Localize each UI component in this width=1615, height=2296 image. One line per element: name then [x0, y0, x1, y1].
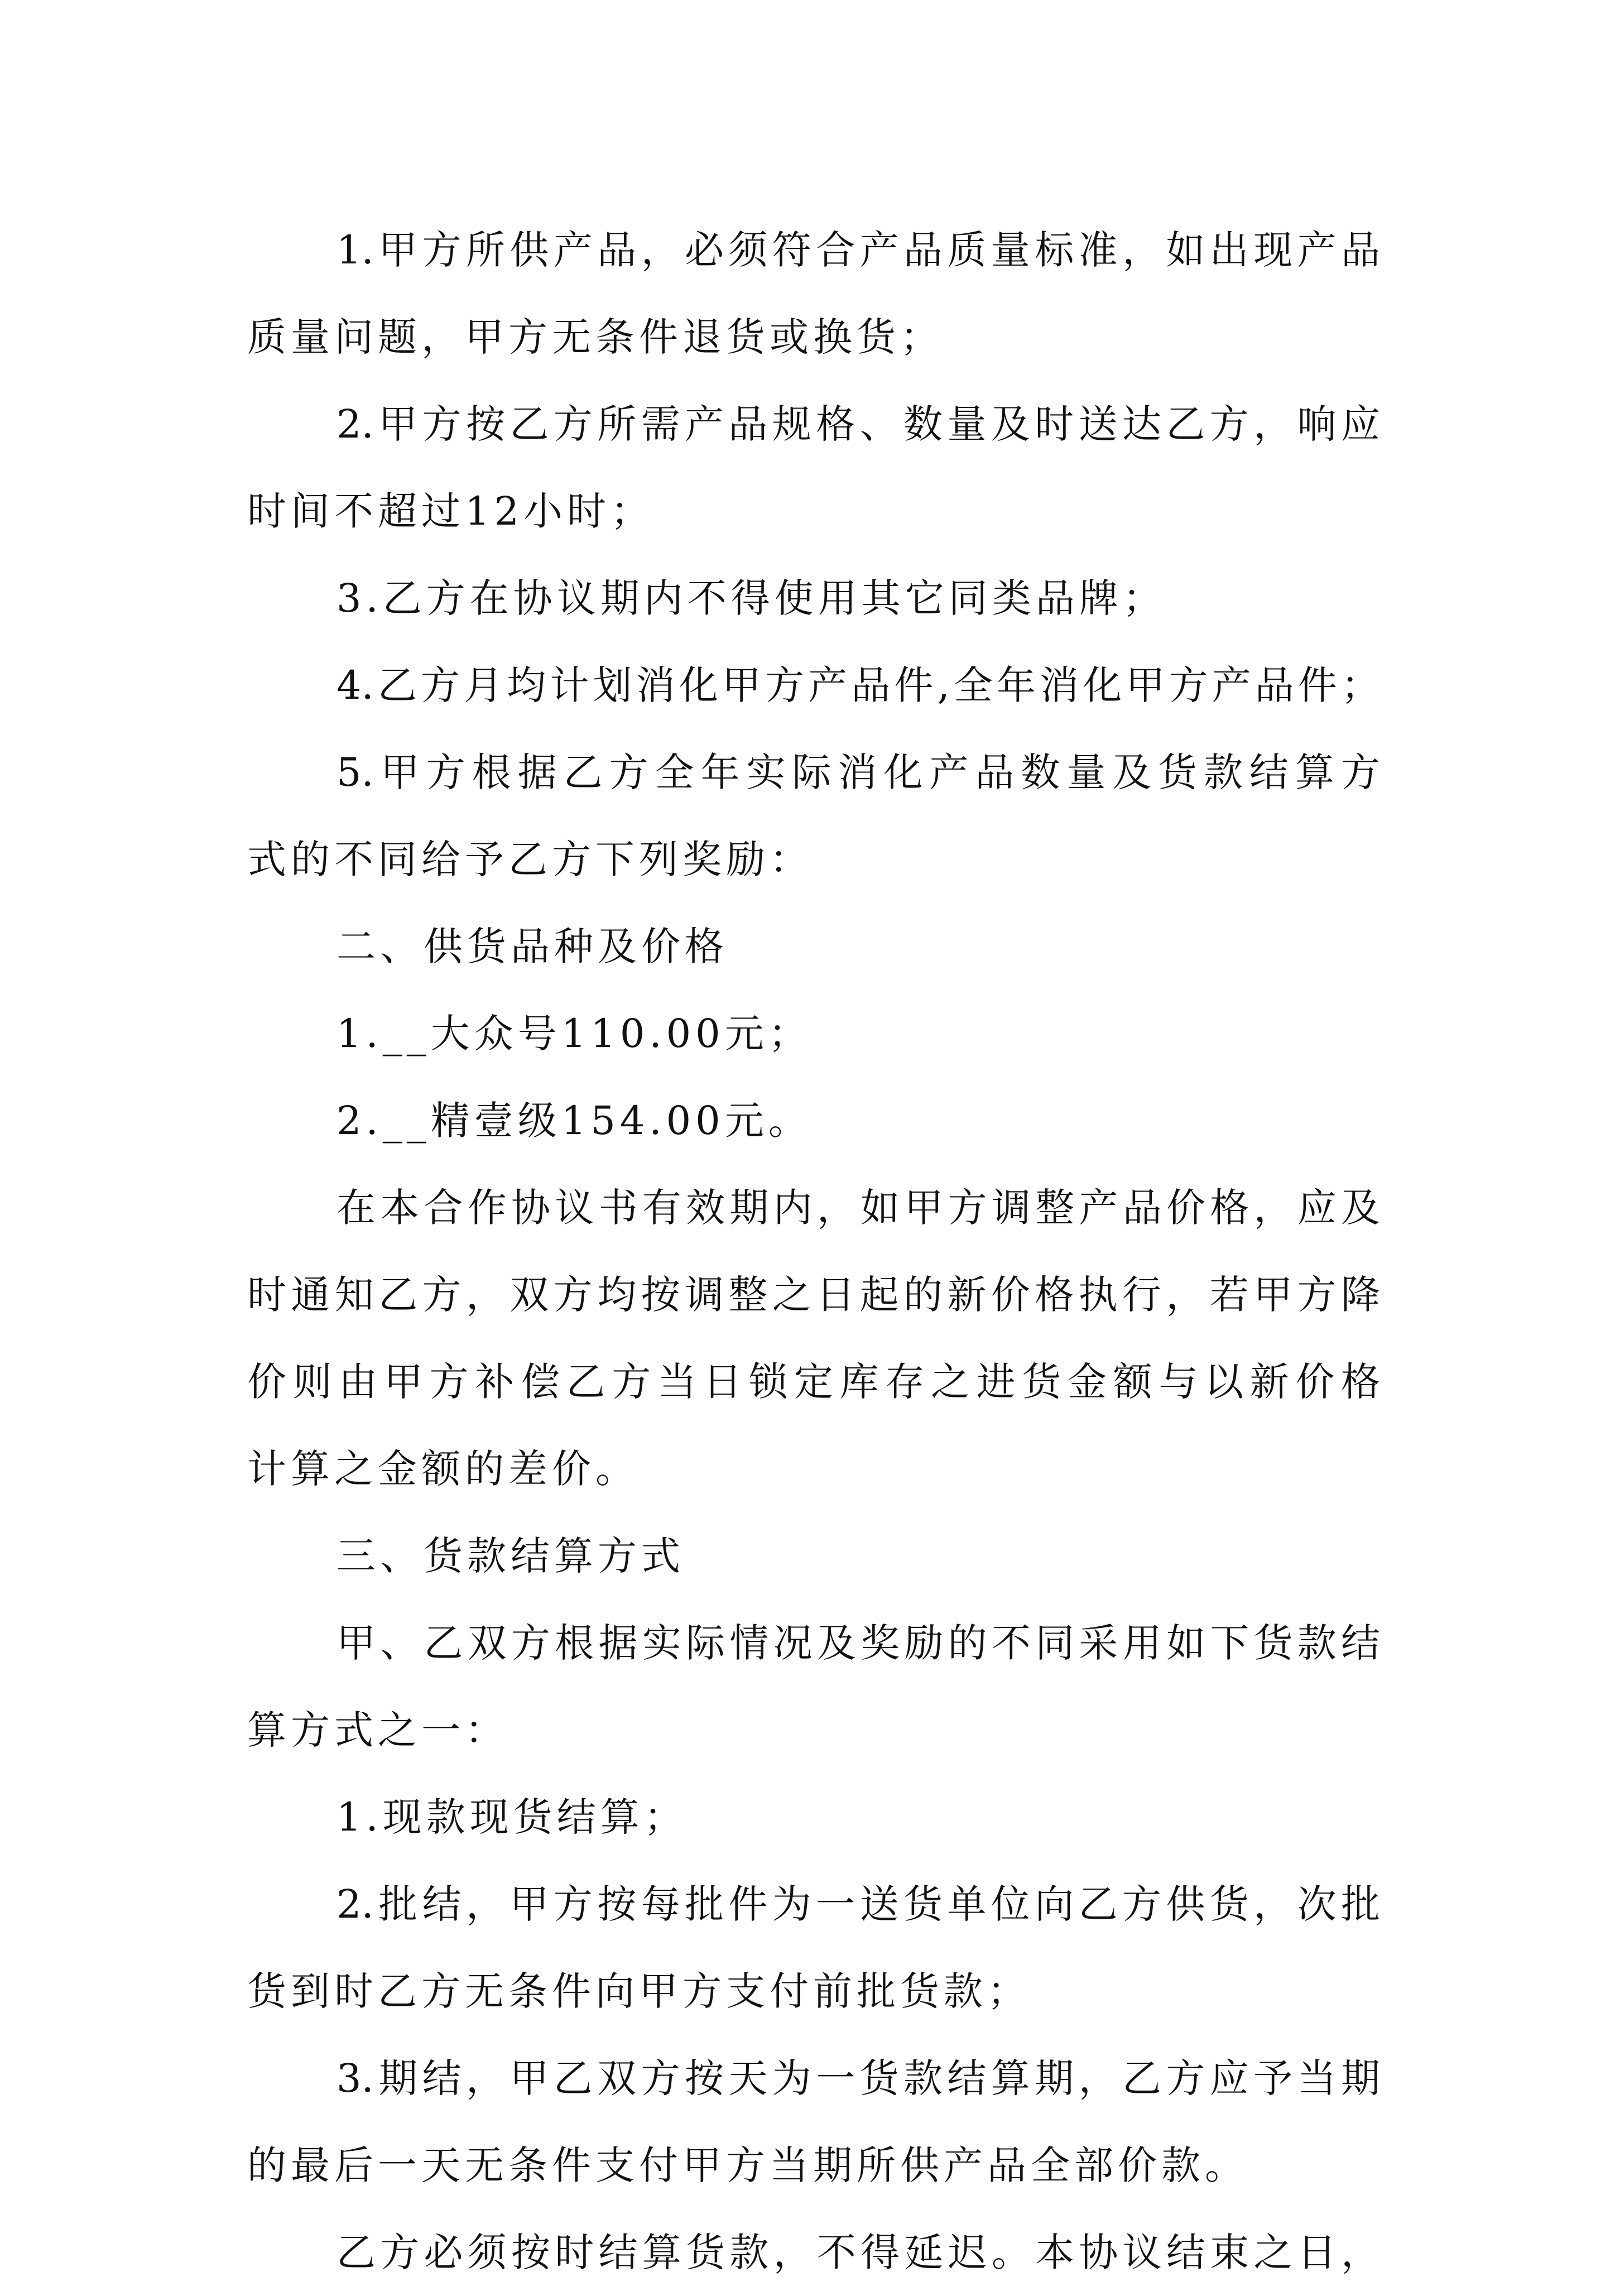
clause-5-line-1: 5.甲方根据乙方全年实际消化产品数量及货款结算方	[337, 750, 1380, 795]
settlement-item-1: 1.现款现货结算；	[337, 1794, 688, 1840]
clause-1-line-2: 质量问题，甲方无条件退货或换货；	[247, 314, 944, 360]
price-item-1: 1.__大众号110.00元；	[337, 1011, 812, 1056]
price-paragraph-line-4: 计算之金额的差价。	[247, 1446, 639, 1492]
settlement-item-3-line-1: 3.期结，甲乙双方按天为一货款结算期，乙方应予当期	[337, 2055, 1380, 2101]
settlement-item-2-line-2: 货到时乙方无条件向甲方支付前批货款；	[247, 1968, 1031, 2014]
clause-3-line-1: 3.乙方在协议期内不得使用其它同类品牌；	[337, 575, 1166, 621]
clause-1-line-1: 1.甲方所供产品，必须符合产品质量标准，如出现产品	[337, 227, 1380, 273]
clause-5-line-2: 式的不同给予乙方下列奖励：	[247, 837, 813, 882]
final-paragraph-line-1: 乙方必须按时结算货款，不得延迟。本协议结束之日，	[337, 2230, 1380, 2275]
settlement-intro-line-2: 算方式之一：	[247, 1707, 508, 1753]
settlement-intro-line-1: 甲、乙双方根据实际情况及奖励的不同采用如下货款结	[337, 1620, 1380, 1666]
price-item-2: 2.__精壹级154.00元。	[337, 1098, 812, 1144]
section-2-heading: 二、供货品种及价格	[337, 924, 728, 969]
document-body	[247, 206, 1380, 2296]
clause-4-line-1: 4.乙方月均计划消化甲方产品件,全年消化甲方产品件；	[337, 662, 1380, 708]
clause-2-line-2: 时间不超过12小时；	[247, 488, 655, 534]
clause-2-line-1: 2.甲方按乙方所需产品规格、数量及时送达乙方，响应	[337, 401, 1380, 447]
settlement-item-3-line-2: 的最后一天无条件支付甲方当期所供产品全部价款。	[247, 2143, 1248, 2188]
price-paragraph-line-3: 价则由甲方补偿乙方当日锁定库存之进货金额与以新价格	[247, 1359, 1380, 1405]
price-paragraph-line-2: 时通知乙方，双方均按调整之日起的新价格执行，若甲方降	[247, 1272, 1380, 1318]
section-3-heading: 三、货款结算方式	[337, 1533, 685, 1579]
settlement-item-2-line-1: 2.批结，甲方按每批件为一送货单位向乙方供货，次批	[337, 1881, 1380, 1927]
price-paragraph-line-1: 在本合作协议书有效期内，如甲方调整产品价格，应及	[337, 1185, 1380, 1231]
